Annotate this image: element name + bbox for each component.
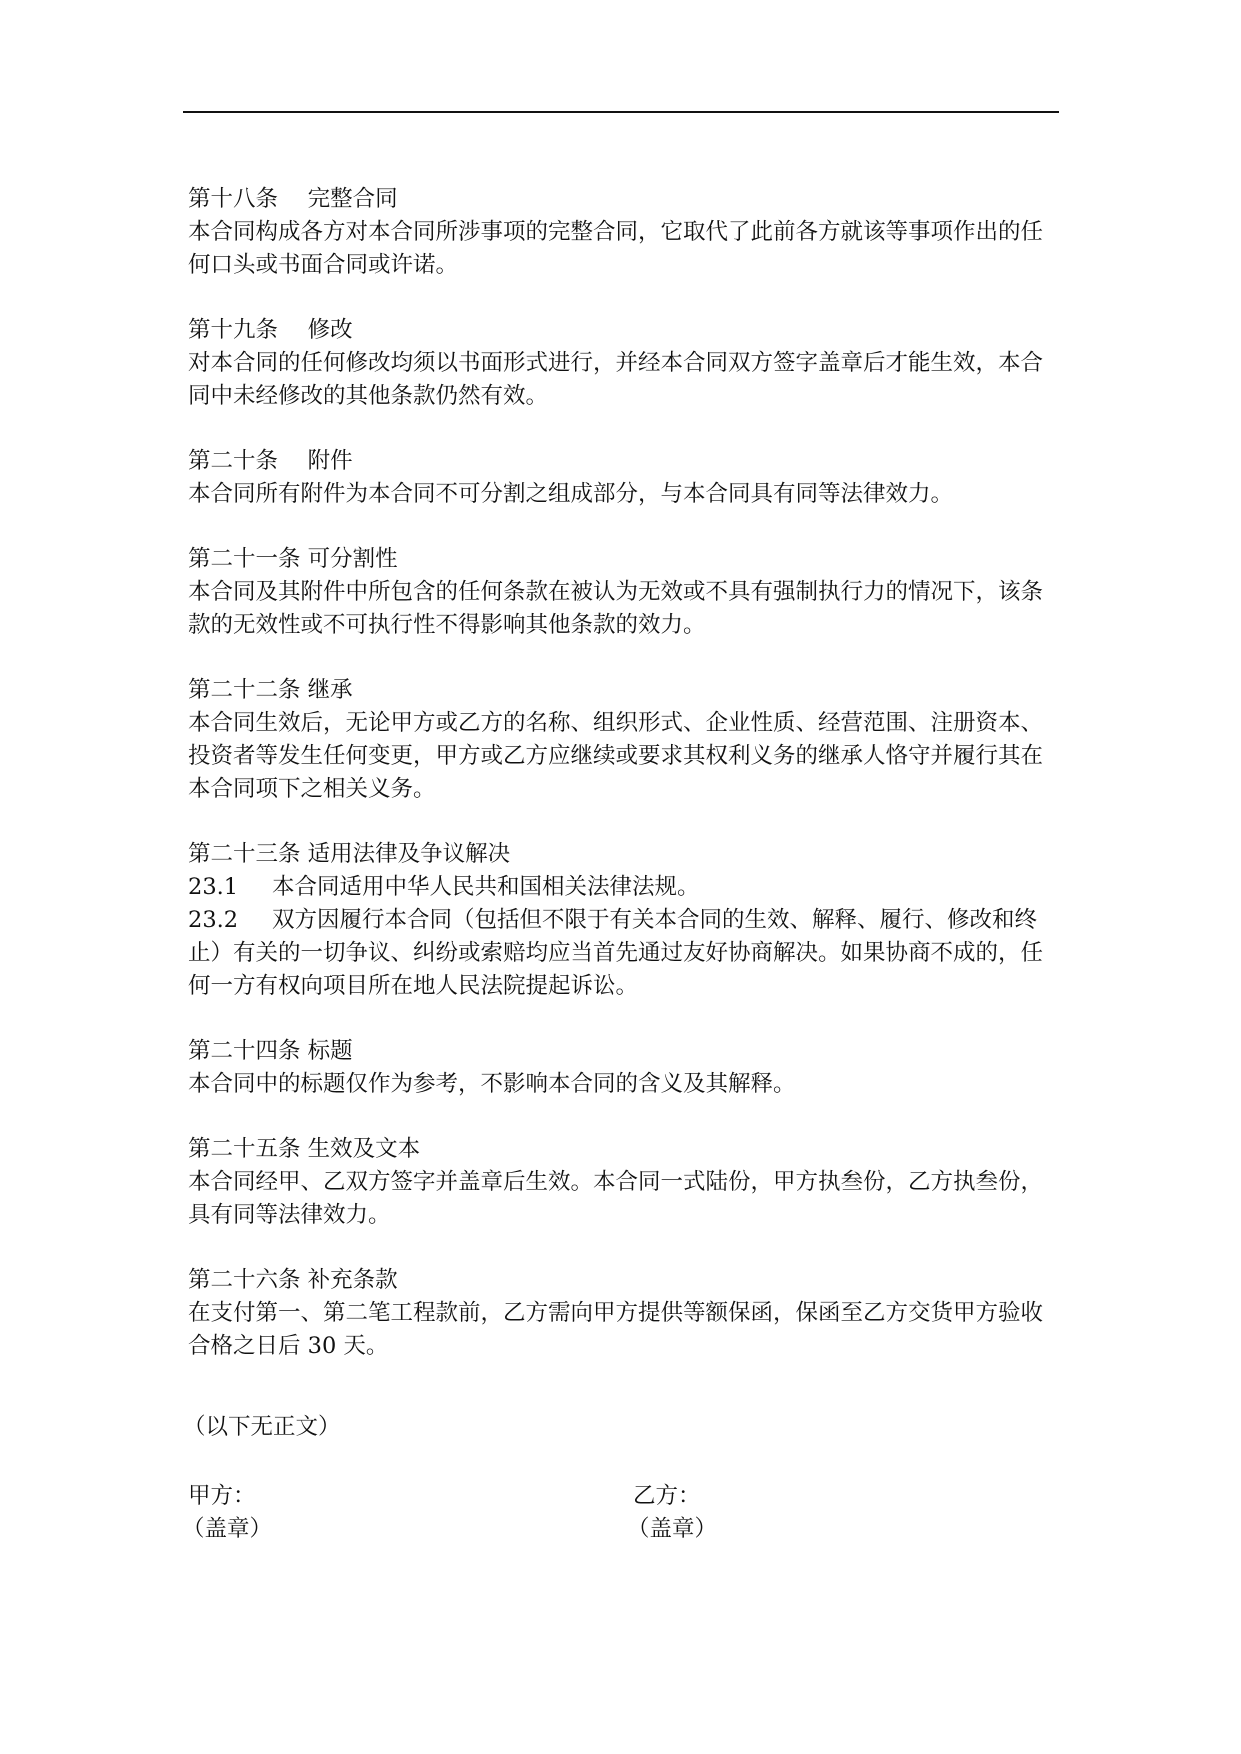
article-text: 本合同构成各方对本合同所涉事项的完整合同，它取代了此前各方就该等事项作出的任何口头或书面合同或许诺。 bbox=[188, 219, 1044, 278]
article-heading: 第二十二条 继承 bbox=[188, 677, 353, 703]
article-heading: 第十八条 完整合同 bbox=[188, 186, 398, 212]
article-25 bbox=[188, 1133, 1056, 1232]
party-b-signature bbox=[627, 1480, 718, 1546]
article-text: 在支付第一、第二笔工程款前，乙方需向甲方提供等额保函，保函至乙方交货甲方验收合格之日后 30 天。 bbox=[188, 1300, 1044, 1359]
article-19 bbox=[188, 314, 1056, 413]
article-20 bbox=[188, 445, 1056, 511]
article-22 bbox=[188, 674, 1056, 806]
article-24 bbox=[188, 1035, 1056, 1101]
party-a-signature bbox=[182, 1480, 273, 1546]
article-text: 本合同所有附件为本合同不可分割之组成部分，与本合同具有同等法律效力。 bbox=[188, 481, 954, 507]
article-18 bbox=[188, 183, 1056, 282]
clause-23-1 bbox=[188, 871, 1056, 904]
clause-number: 23.1 bbox=[188, 874, 239, 900]
party-b-label: 乙方： bbox=[633, 1483, 701, 1509]
article-text: 对本合同的任何修改均须以书面形式进行，并经本合同双方签字盖章后才能生效，本合同中未经修改的其他条款仍然有效。 bbox=[188, 350, 1044, 409]
clause-text: 双方因履行本合同（包括但不限于有关本合同的生效、解释、履行、修改和终止）有关的一切争议、纠纷或索赔均应当首先通过友好协商解决。如果协商不成的，任何一方有权向项目所在地人民法院提起诉讼。 bbox=[188, 907, 1044, 999]
article-21 bbox=[188, 543, 1056, 642]
clause-23-2 bbox=[188, 904, 1056, 1003]
party-b-seal: （盖章） bbox=[627, 1516, 718, 1542]
article-heading: 第二十条 附件 bbox=[188, 448, 353, 474]
article-heading: 第二十六条 补充条款 bbox=[188, 1267, 398, 1293]
article-heading: 第二十一条 可分割性 bbox=[188, 546, 398, 572]
party-a-seal: （盖章） bbox=[182, 1516, 273, 1542]
article-text: 本合同生效后，无论甲方或乙方的名称、组织形式、企业性质、经营范围、注册资本、投资者等发生任何变更，甲方或乙方应继续或要求其权利义务的继承人恪守并履行其在本合同项下之相关义务。 bbox=[188, 710, 1044, 802]
clause-number: 23.2 bbox=[188, 907, 239, 933]
article-heading: 第二十五条 生效及文本 bbox=[188, 1136, 421, 1162]
article-heading: 第二十三条 适用法律及争议解决 bbox=[188, 841, 511, 867]
article-23 bbox=[188, 838, 1056, 1003]
no-further-text-note: （以下无正文） bbox=[183, 1414, 341, 1440]
article-text: 本合同经甲、乙双方签字并盖章后生效。本合同一式陆份，甲方执叁份，乙方执叁份，具有同等法律效力。 bbox=[188, 1169, 1044, 1228]
party-a-label: 甲方： bbox=[188, 1483, 256, 1509]
clause-text: 本合同适用中华人民共和国相关法律法规。 bbox=[272, 874, 700, 900]
article-text: 本合同及其附件中所包含的任何条款在被认为无效或不具有强制执行力的情况下，该条款的无效性或不可执行性不得影响其他条款的效力。 bbox=[188, 579, 1044, 638]
article-text: 本合同中的标题仅作为参考，不影响本合同的含义及其解释。 bbox=[188, 1071, 796, 1097]
header-rule bbox=[183, 111, 1059, 113]
article-heading: 第十九条 修改 bbox=[188, 317, 353, 343]
contract-body bbox=[188, 183, 1056, 1395]
article-heading: 第二十四条 标题 bbox=[188, 1038, 353, 1064]
article-26 bbox=[188, 1264, 1056, 1363]
